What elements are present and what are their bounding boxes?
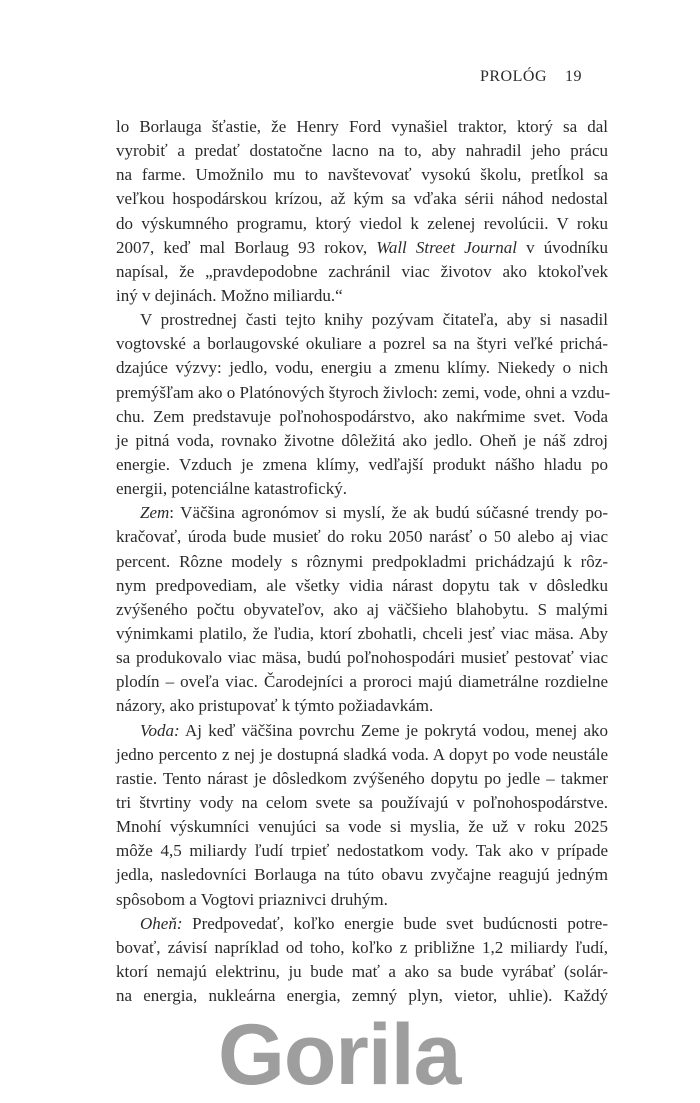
- text-segment: iný v dejinách. Možno miliardu.“: [116, 285, 343, 305]
- text-segment: výnimkami platilo, že ľudia, ktorí zbohatli, chceli jesť viac mäsa. Aby: [116, 623, 608, 643]
- text-segment: do výskumného programu, ktorý viedol k zelenej revolúcii. V roku: [116, 213, 608, 233]
- text-line: [116, 405, 608, 429]
- text-segment: chu. Zem predstavuje poľnohospodárstvo, ako nakŕmime svet. Voda: [116, 406, 608, 426]
- text-line: [116, 622, 608, 646]
- text-segment: nym predpovediam, ale všetky vidia nárast dopytu tak v dôsledku: [116, 575, 608, 595]
- text-segment: na energia, nukleárna energia, zemný plyn, vietor, uhlie). Každý: [116, 986, 608, 1006]
- text-line: [116, 477, 608, 501]
- text-segment: lo Borlauga šťastie, že Henry Ford vynašiel traktor, ktorý sa dal: [116, 117, 608, 136]
- text-segment: kračovať, úroda bude musieť do roku 2050 narásť o 50 alebo aj viac: [116, 527, 608, 547]
- text-segment: V prostrednej časti tejto knihy pozývam čitateľa, aby si nasadil: [140, 310, 608, 330]
- text-line: [116, 550, 608, 574]
- running-header: [480, 68, 582, 86]
- text-segment: zvýšeného počtu obyvateľov, ako aj väčšieho blahobytu. S malými: [116, 599, 608, 619]
- section-title: PROLÓG: [479, 68, 547, 85]
- text-line: [116, 356, 608, 380]
- text-line: [116, 912, 608, 936]
- text-segment: ktorí nemajú elektrinu, ju bude mať a ako sa bude vyrábať (solár-: [116, 961, 608, 981]
- text-line: [116, 501, 608, 525]
- text-line: [116, 767, 608, 791]
- text-segment: energie. Vzduch je zmena klímy, vedľajší produkt nášho hladu po: [116, 454, 608, 474]
- text-segment: bovať, závisí napríklad od toho, koľko z približne 1,2 miliardy ľudí,: [116, 937, 608, 957]
- text-line: [116, 187, 608, 211]
- text-segment: je pitná voda, rovnako životne dôležitá ako jedlo. Oheň je náš zdroj: [116, 430, 608, 450]
- text-line: [116, 236, 608, 260]
- text-line: [116, 815, 608, 839]
- text-line: [116, 839, 608, 863]
- text-segment: 2007, keď mal Borlaug 93 rokov,: [116, 237, 377, 257]
- text-segment: jedno percento z nej je dostupná sladká voda. A dopyt po vode neustále: [116, 744, 608, 764]
- text-segment: na farme. Umožnilo mu to navštevovať vysokú školu, pretĺkol sa: [116, 165, 608, 185]
- text-line: [116, 984, 608, 1008]
- text-segment: vogtovské a borlaugovské okuliare a pozrel sa na štyri veľké prichá-: [116, 334, 608, 354]
- text-line: [116, 212, 608, 236]
- italic-text: Voda:: [140, 720, 180, 740]
- text-segment: Aj keď väčšina povrchu Zeme je pokrytá vodou, menej ako: [179, 720, 608, 740]
- text-line: [116, 598, 608, 622]
- text-segment: Mnohí výskumníci venujúci sa vode si myslia, že už v roku 2025: [116, 817, 608, 837]
- text-segment: dzajúce výzvy: jedlo, vodu, energiu a zmenu klímy. Niekedy o nich: [116, 358, 608, 378]
- text-line: [116, 163, 608, 187]
- text-segment: rastie. Tento nárast je dôsledkom zvýšeného dopytu po jedle – takmer: [116, 768, 608, 788]
- text-segment: názory, ako pristupovať k týmto požiadavkám.: [116, 696, 434, 716]
- text-segment: vyrobiť a predať dostatočne lacno na to, aby nahradil jeho prácu: [116, 141, 608, 161]
- text-line: [116, 115, 608, 139]
- text-line: [116, 332, 608, 356]
- text-segment: veľkou hospodárskou krízou, až kým sa vďaka sérii náhod nedostal: [116, 189, 608, 209]
- text-line: [116, 525, 608, 549]
- text-segment: v úvodníku: [516, 237, 608, 257]
- text-line: [116, 694, 608, 718]
- text-line: [116, 260, 608, 284]
- text-line: [116, 574, 608, 598]
- text-line: [116, 308, 608, 332]
- text-segment: percent. Rôzne modely s rôznymi predpokladmi prichádzajú k rôz-: [116, 551, 608, 571]
- page-number: 19: [565, 68, 582, 85]
- text-segment: napísal, že „pravdepodobne zachránil viac životov ako ktokoľvek: [116, 261, 608, 281]
- text-segment: spôsobom a Vogtovi priaznivci druhým.: [116, 889, 388, 909]
- text-segment: môže 4,5 miliardy ľudí trpieť nedostatkom vody. Tak ako v prípade: [116, 841, 608, 861]
- text-line: [116, 719, 608, 743]
- text-line: [116, 381, 611, 405]
- text-line: [116, 646, 608, 670]
- body-text: [116, 115, 611, 1008]
- text-line: [116, 139, 608, 163]
- text-line: [116, 429, 608, 453]
- text-segment: : Väčšina agronómov si myslí, že ak budú súčasné trendy po-: [169, 503, 608, 523]
- text-line: [116, 960, 608, 984]
- text-line: [116, 670, 608, 694]
- text-line: [116, 791, 608, 815]
- text-line: [116, 453, 608, 477]
- italic-text: Wall Street Journal: [376, 237, 517, 257]
- text-line: [116, 743, 608, 767]
- text-segment: jedla, nasledovníci Borlauga na túto obavu zvyčajne reagujú jedným: [116, 865, 608, 885]
- italic-text: Oheň:: [140, 913, 183, 933]
- text-segment: energii, potenciálne katastrofický.: [116, 479, 347, 499]
- text-segment: sa produkovalo viac mäsa, budú poľnohospodári musieť pestovať viac: [116, 648, 608, 668]
- text-segment: tri štvrtiny vody na celom svete sa používajú v poľnohospodárstve.: [116, 792, 608, 812]
- italic-text: Zem: [140, 503, 170, 523]
- text-segment: premýšľam ako o Platónových štyroch živloch: zemi, vode, ohni a vzdu-: [116, 382, 611, 402]
- text-segment: plodín – oveľa viac. Čarodejníci a proroci majú diametrálne rozdielne: [116, 672, 608, 692]
- watermark-logo: Gorila: [218, 1007, 461, 1103]
- text-line: [116, 888, 608, 912]
- text-line: [116, 936, 608, 960]
- text-segment: Predpovedať, koľko energie bude svet budúcnosti potre-: [182, 913, 608, 933]
- text-line: [116, 863, 608, 887]
- text-line: [116, 284, 608, 308]
